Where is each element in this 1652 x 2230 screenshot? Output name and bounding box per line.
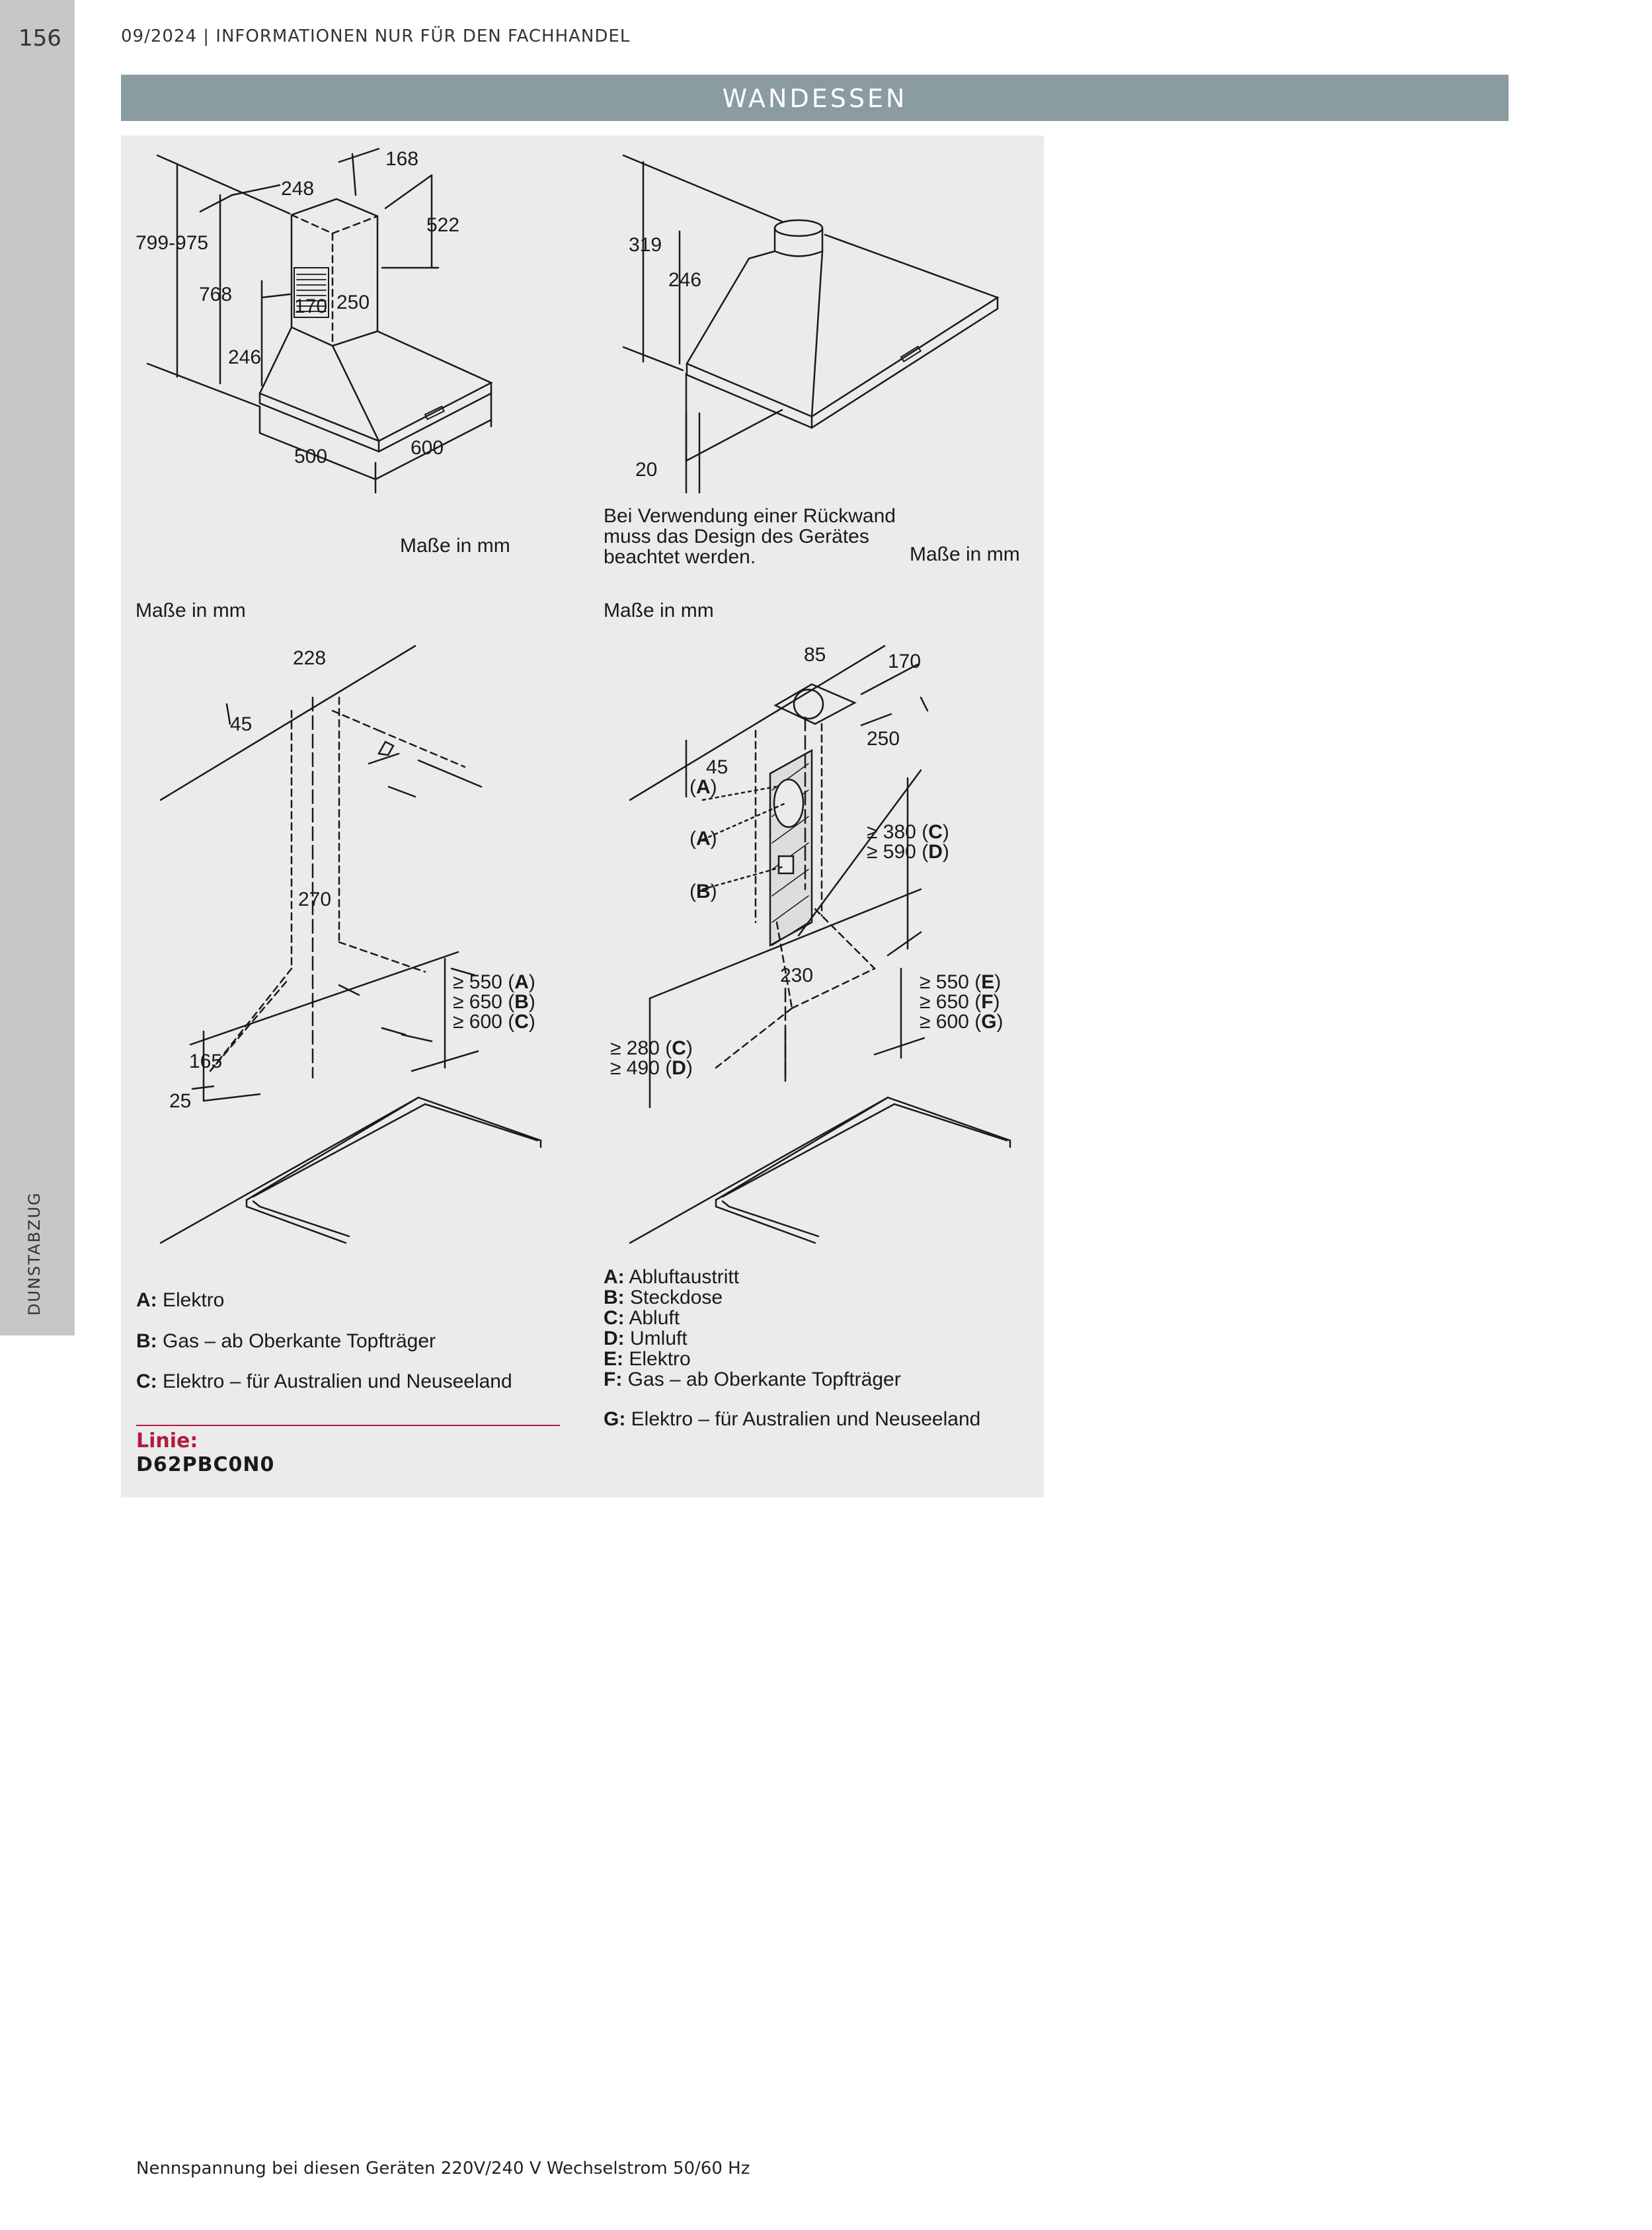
section-banner: [121, 75, 1509, 121]
dim-label: 45: [706, 756, 728, 778]
dim-label: 248: [281, 178, 315, 200]
hood-only-drawing: [623, 155, 998, 493]
dim-label: 250: [867, 728, 900, 750]
banner-title: WANDESSEN: [722, 84, 908, 113]
dim-label: 600: [411, 437, 444, 459]
dim-label: 246: [228, 346, 262, 368]
dim-label: 170: [888, 651, 922, 672]
divider: [136, 1425, 560, 1426]
installation-drawing-right: [630, 646, 1010, 1243]
rear-panel-note: Bei Verwendung einer Rückwand muss das Design des Gerätes beachtet werden.: [604, 505, 896, 568]
legend-item: B: Gas – ab Oberkante Topfträger: [136, 1330, 436, 1352]
installation-drawing-left: [161, 646, 541, 1243]
header-info: 09/2024 | INFORMATIONEN NUR FÜR DEN FACHHANDEL: [121, 26, 631, 46]
dim-label: 168: [385, 148, 419, 170]
legend-item: D: Umluft: [604, 1328, 688, 1349]
dim-label: 270: [298, 889, 332, 910]
dim-label: 228: [293, 647, 327, 669]
legend-item: G: Elektro – für Australien und Neuseeland: [604, 1408, 981, 1430]
footer-note: Nennspannung bei diesen Geräten 220V/240 V Wechselstrom 50/60 Hz: [136, 2159, 750, 2178]
dim-label: 500: [294, 446, 328, 467]
clearance-label: ≥ 590 (D): [867, 841, 949, 863]
clearance-label: ≥ 490 (D): [610, 1057, 693, 1079]
clearance-label: ≥ 650 (F): [920, 991, 1000, 1013]
dim-label: 85: [804, 644, 826, 666]
clearance-label: ≥ 550 (E): [920, 971, 1002, 993]
model-number: D62PBC0N0: [136, 1453, 275, 1476]
legend-item: F: Gas – ab Oberkante Topfträger: [604, 1369, 901, 1390]
dim-label: 319: [629, 234, 662, 256]
dim-label: 230: [780, 965, 814, 986]
dim-label: 45: [230, 713, 253, 735]
clearance-label: ≥ 550 (A): [453, 971, 535, 993]
callout-label: (A): [689, 776, 717, 798]
legend-item: C: Abluft: [604, 1307, 680, 1329]
dim-label: 246: [668, 269, 702, 291]
dim-label: 250: [336, 292, 370, 313]
technical-drawing-panel: [121, 136, 1044, 1497]
dim-label: 522: [426, 214, 460, 236]
legend-item: B: Steckdose: [604, 1287, 723, 1308]
callout-label: (B): [689, 881, 717, 902]
units-label: Maße in mm: [910, 543, 1020, 565]
legend-item: C: Elektro – für Australien und Neuseeland: [136, 1371, 512, 1392]
clearance-label: ≥ 280 (C): [610, 1037, 693, 1059]
dim-label: 768: [199, 284, 233, 305]
dim-label: 165: [189, 1051, 223, 1072]
units-label: Maße in mm: [136, 600, 246, 621]
dim-label: 170: [294, 296, 328, 317]
callout-label: (A): [689, 828, 717, 850]
units-label: Maße in mm: [604, 600, 714, 621]
technical-drawings: [121, 136, 1044, 1497]
units-label: Maße in mm: [400, 535, 510, 557]
sidebar: [0, 0, 75, 1335]
clearance-label: ≥ 650 (B): [453, 991, 535, 1013]
page-number: 156: [19, 25, 61, 52]
legend-item: A: Abluftaustritt: [604, 1266, 740, 1288]
dim-label: 20: [635, 459, 658, 481]
dim-label: 25: [169, 1090, 192, 1112]
dim-label: 799-975: [136, 232, 209, 254]
linie-label: Linie:: [136, 1429, 198, 1453]
legend-item: E: Elektro: [604, 1348, 691, 1370]
legend-item: A: Elektro: [136, 1289, 225, 1311]
clearance-label: ≥ 600 (G): [920, 1011, 1003, 1033]
section-label: DUNSTABZUG: [25, 1191, 44, 1316]
clearance-label: ≥ 600 (C): [453, 1011, 535, 1033]
clearance-label: ≥ 380 (C): [867, 821, 949, 843]
